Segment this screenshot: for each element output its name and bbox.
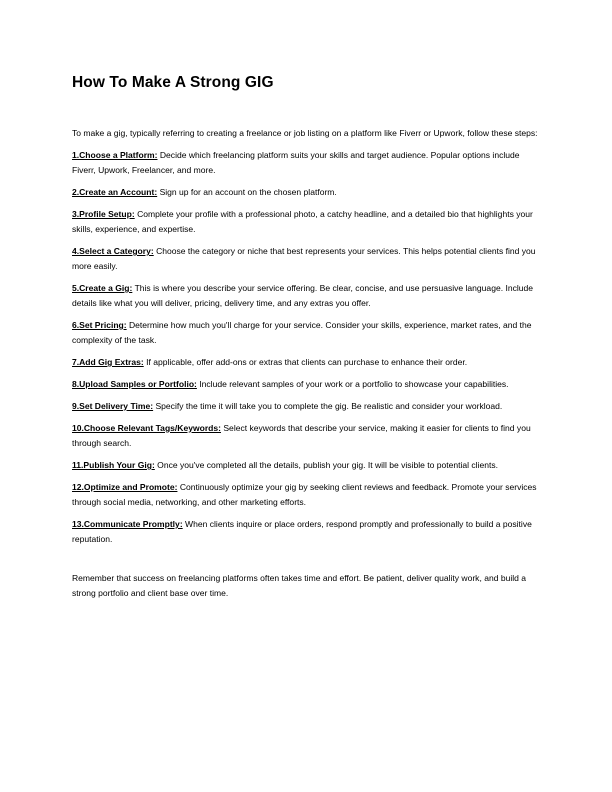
steps-list [72,148,542,547]
step-text: This is where you describe your service offering. Be clear, concise, and use persuasive language. Include details like what you will deliver, pricing, delivery time, and any extras you offer. [72,283,534,308]
step-heading: 8.Upload Samples or Portfolio: [72,379,197,389]
step-item [72,458,542,473]
step-heading: 7.Add Gig Extras: [72,357,144,367]
step-heading: 12.Optimize and Promote: [72,482,178,492]
step-heading: 10.Choose Relevant Tags/Keywords: [72,423,221,433]
step-item [72,355,542,370]
step-item [72,399,542,414]
step-heading: 4.Select a Category: [72,246,154,256]
step-text: When clients inquire or place orders, respond promptly and professionally to build a positive reputation. [72,519,532,544]
step-text: Choose the category or niche that best represents your services. This helps potential clients find you more easily. [72,246,536,271]
step-item [72,281,542,311]
intro-paragraph: To make a gig, typically referring to creating a freelance or job listing on a platform like Fiverr or Upwork, follow these steps: [72,128,538,138]
step-text: Determine how much you'll charge for your service. Consider your skills, experience, market rates, and the complexity of the task. [72,320,532,345]
step-item [72,318,542,348]
step-item [72,421,542,451]
step-text: Decide which freelancing platform suits your skills and target audience. Popular options include Fiverr, Upwork, Freelancer, and more. [72,150,520,175]
step-item [72,517,542,547]
step-heading: 6.Set Pricing: [72,320,127,330]
step-text: Specify the time it will take you to complete the gig. Be realistic and consider your workload. [155,401,503,411]
step-heading: 5.Create a Gig: [72,283,133,293]
step-text: Once you've completed all the details, publish your gig. It will be visible to potential clients. [157,460,499,470]
step-text: Include relevant samples of your work or a portfolio to showcase your capabilities. [199,379,509,389]
step-heading: 3.Profile Setup: [72,209,135,219]
step-text: Sign up for an account on the chosen platform. [159,187,337,197]
step-heading: 11.Publish Your Gig: [72,460,155,470]
closing-paragraph: Remember that success on freelancing platforms often takes time and effort. Be patient, deliver quality work, and build a strong portfolio and client base over time. [72,573,527,598]
step-text: Continuously optimize your gig by seeking client reviews and feedback. Promote your services through social media, networking, and other marketing efforts. [72,482,537,507]
step-heading: 1.Choose a Platform: [72,150,158,160]
step-text: Select keywords that describe your service, making it easier for clients to find you through search. [72,423,531,448]
step-item [72,148,542,178]
step-item [72,244,542,274]
page-title: How To Make A Strong GIG [72,74,274,91]
step-item [72,185,542,200]
step-heading: 13.Communicate Promptly: [72,519,183,529]
step-item [72,480,542,510]
step-heading: 9.Set Delivery Time: [72,401,154,411]
step-item [72,207,542,237]
document-body [72,126,542,610]
step-item [72,377,542,392]
step-heading: 2.Create an Account: [72,187,158,197]
step-text: Complete your profile with a professional photo, a catchy headline, and a detailed bio that highlights your skills, experience, and expertise. [72,209,533,234]
step-text: If applicable, offer add-ons or extras that clients can purchase to enhance their order. [146,357,468,367]
